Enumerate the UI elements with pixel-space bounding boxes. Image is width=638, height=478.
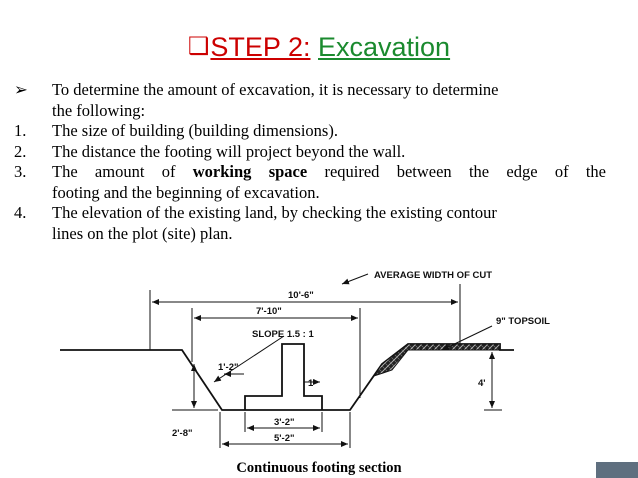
- list-number: 4.: [14, 203, 27, 222]
- intro-line-2: the following:: [52, 100, 146, 120]
- title-topic: Excavation: [318, 32, 451, 62]
- list-item-text: The elevation of the existing land, by checking the existing contour lines on the plot (site) plan.: [52, 203, 497, 243]
- dim-4: 4': [478, 378, 486, 389]
- intro-line-1: To determine the amount of excavation, it is necessary to determine: [52, 80, 499, 99]
- figure-caption: Continuous footing section: [236, 460, 402, 476]
- list-item: [14, 121, 606, 142]
- slide-body: [14, 80, 606, 244]
- dim-5-2: 5'-2": [274, 433, 295, 444]
- slide-title: [0, 30, 638, 64]
- list-number: 2.: [14, 141, 27, 161]
- list-item-text: The distance the footing will project beyond the wall.: [52, 141, 406, 161]
- list-item: [14, 203, 606, 244]
- excavation-profile: [60, 344, 514, 410]
- list-item: [14, 142, 606, 163]
- dim-7-10: 7'-10": [256, 306, 282, 317]
- slope-label: SLOPE 1.5 : 1: [252, 329, 314, 340]
- list-item-text: The size of building (building dimensions).: [52, 121, 338, 140]
- dim-2-8: 2'-8": [172, 428, 193, 439]
- list-number: 1.: [14, 121, 27, 140]
- footing-section-diagram: [52, 264, 572, 460]
- dim-1: 1': [308, 378, 316, 389]
- checkbox-bullet-icon: ❑: [187, 33, 210, 60]
- dim-10-6: 10'-6": [288, 290, 314, 301]
- arrow-bullet-icon: ➢: [14, 80, 28, 99]
- dim-3-2: 3'-2": [274, 417, 295, 428]
- topsoil-hatch: [374, 344, 500, 376]
- list-item: [14, 162, 606, 203]
- title-step: STEP 2:: [210, 32, 311, 62]
- list-item-text: The amount of working space required between the edge of the footing and the beginning of excavation.: [52, 162, 607, 202]
- dim-1-2: 1'-2": [218, 362, 239, 373]
- corner-accent-block: [596, 462, 638, 478]
- working-space-emphasis: working space: [192, 162, 308, 181]
- intro-bullet: [14, 80, 606, 121]
- avg-width-label: AVERAGE WIDTH OF CUT: [374, 270, 493, 281]
- list-number: 3.: [14, 162, 27, 181]
- topsoil-label: 9" TOPSOIL: [496, 316, 550, 327]
